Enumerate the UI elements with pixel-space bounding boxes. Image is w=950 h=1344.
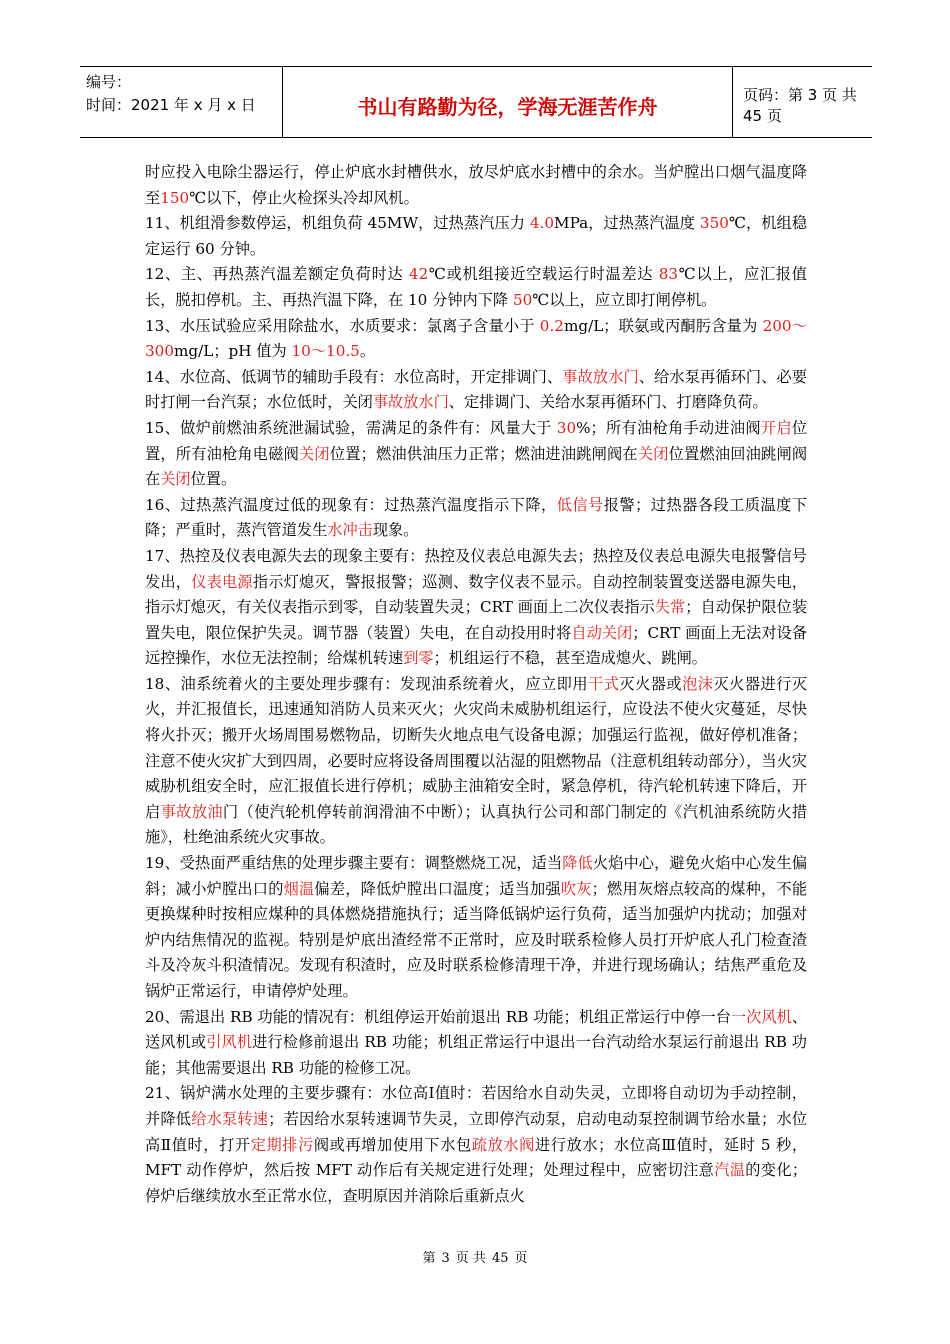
text-run: 进行放水；水位高Ⅲ值时，延时 5 秒，MFT 动作停炉，然后按 MFT 动作后有关规定进行处理；处理过程中，应密切注意 — [145, 1135, 808, 1180]
highlighted-text: 泡沫 — [682, 674, 714, 693]
paragraph — [145, 851, 807, 1005]
text-run: 17、热控及仪表电源失去的现象主要有：热控及仪表总电源失去；热控及仪表总电源失电报警信号发出， — [145, 546, 807, 591]
text-run: 11、机组滑参数停运，机组负荷 45MW，过热蒸汽压力 — [145, 214, 530, 233]
highlighted-text: 50 — [512, 290, 533, 309]
footer-total-pages: 45 — [491, 1251, 509, 1266]
text-run: ℃，机组稳定运行 60 分钟。 — [145, 214, 808, 258]
text-run: MPa，过热蒸汽温度 — [554, 214, 700, 233]
paragraph — [145, 160, 807, 211]
text-run: ℃以下，停止火检探头冷却风机。 — [189, 188, 419, 207]
highlighted-text: 引风机 — [206, 1033, 253, 1052]
highlighted-text: 一次风机 — [730, 1007, 792, 1026]
text-run: 20、需退出 RB 功能的情况有：机组停运开始前退出 RB 功能；机组正常运行中停一台 — [145, 1007, 731, 1026]
highlighted-text: 烟温 — [283, 879, 315, 898]
highlighted-text: 事故放水门 — [372, 393, 449, 412]
text-run: 阀或再增加使用下水包 — [313, 1135, 472, 1154]
text-run: 时应投入电除尘器运行，停止炉底水封槽供水，放尽炉底水封槽中的余水。当炉膛出口烟气温度降至 — [145, 163, 807, 207]
highlighted-text: 4.0 — [529, 214, 555, 233]
document-date: 时间：2021 年 x 月 x 日 — [86, 96, 256, 114]
highlighted-text: 开启 — [760, 418, 792, 437]
highlighted-text: 150 — [160, 188, 190, 207]
highlighted-text: 降低 — [562, 854, 593, 873]
text-run: 16、过热蒸汽温度过低的现象有：过热蒸汽温度指示下降， — [145, 495, 557, 514]
paragraph — [145, 672, 807, 851]
text-run: 灭火器或 — [619, 674, 683, 693]
text-run: 、给水泵再循环门、必要时打闸一台汽泵；水位低时，关闭 — [145, 367, 808, 412]
highlighted-text: 失常 — [654, 598, 686, 617]
highlighted-text: 到零 — [403, 649, 434, 668]
highlighted-text: 仪表电源 — [191, 572, 253, 591]
text-run: 火焰中心，避免火焰中心发生偏斜；减小炉膛出口的 — [145, 854, 808, 898]
highlighted-text: 0.2 — [539, 316, 564, 335]
highlighted-text: 定期排污 — [250, 1135, 314, 1154]
text-run: 15、做炉前燃油系统泄漏试验，需满足的条件有：风量大于 — [145, 418, 557, 437]
highlighted-text: 干式 — [588, 674, 620, 693]
highlighted-text: 给水泵转速 — [191, 1109, 269, 1128]
text-run: ；自动保护限位装置失电，限位保护失灵。调节器（装置）失电，在自动投用时将 — [145, 598, 808, 642]
text-run: 、送风机或 — [145, 1007, 808, 1052]
text-run: ；CRT 画面上无法对设备远控操作，水位无法控制；给煤机转速 — [145, 623, 807, 668]
text-run: 门（使汽轮机停转前润滑油不中断）；认真执行公司和部门制定的《汽机油系统防火措施》，杜绝油系统火灾事故。 — [145, 802, 808, 847]
paragraph — [145, 211, 807, 262]
text-run: ；机组运行不稳，甚至造成熄火、跳闸。 — [433, 649, 707, 668]
text-run: 进行检修前退出 RB 功能；机组正常运行中退出一台汽动给水泵运行前退出 RB 功能；其他需要退出 RB 功能的检修工况。 — [145, 1033, 807, 1077]
highlighted-text: 关闭 — [160, 470, 191, 489]
text-run: 指示灯熄灭，警报报警；巡测、数字仪表不显示。自动控制装置变送器电源失电，指示灯熄灭，有关仪表指示到零，自动装置失灵；CRT 画面上二次仪表指示 — [145, 572, 808, 617]
page-header — [80, 66, 872, 138]
highlighted-text: 事故放水门 — [562, 367, 639, 386]
text-run: 位置。 — [190, 470, 237, 489]
text-run: ℃以上，应立即打闸停机。 — [532, 290, 717, 309]
text-run: 19、受热面严重结焦的处理步骤主要有：调整燃烧工况，适当 — [145, 854, 563, 873]
paragraph — [145, 314, 807, 365]
paragraph — [145, 1081, 807, 1209]
text-run: 位置，所有油枪角电磁阀 — [145, 418, 808, 463]
text-run: 14、水位高、低调节的辅助手段有：水位高时，开定排调门、 — [145, 367, 563, 386]
text-run: 13、水压试验应采用除盐水，水质要求：氯离子含量小于 — [145, 316, 540, 335]
highlighted-text: 自动关闭 — [571, 623, 633, 642]
page-footer — [0, 1247, 950, 1266]
highlighted-text: 汽温 — [714, 1161, 746, 1180]
text-run: 12、主、再热蒸汽温差额定负荷时达 — [145, 265, 409, 284]
text-run: ；燃用灰熔点较高的煤种，不能更换煤种时按相应煤种的具体燃烧措施执行；适当降低锅炉运行负荷，适当加强炉内扰动；加强对炉内结焦情况的监视。特别是炉底出渣经常不正常时，应及时联系检修人员打开炉底人孔门检查渣斗及冷灰斗积渣情况。发现有积渣时，应及时联系检修清理干净，并进行现场确认；结焦严重危及锅炉正常运行，申请停炉处理。 — [145, 879, 808, 1000]
document-body — [145, 160, 807, 1209]
header-page-info: 页码：第 3 页 共 45 页 — [743, 86, 857, 125]
footer-page-number: 3 — [441, 1251, 450, 1266]
highlighted-text: 关闭 — [299, 444, 330, 463]
footer-suffix: 页 — [514, 1251, 528, 1266]
document-code-label: 编号： — [86, 73, 132, 91]
highlighted-text: 83 — [658, 265, 679, 284]
highlighted-text: 200～300 — [145, 316, 807, 361]
highlighted-text: 350 — [699, 214, 729, 233]
paragraph — [145, 493, 807, 544]
highlighted-text: 水冲击 — [327, 521, 373, 540]
text-run: 位置燃油回油跳闸阀在 — [145, 444, 808, 489]
highlighted-text: 30 — [556, 418, 577, 437]
text-run: ℃或机组接近空载运行时温差达 — [428, 265, 659, 284]
paragraph — [145, 262, 807, 313]
highlighted-text: 关闭 — [637, 444, 669, 463]
footer-mid: 页 共 — [455, 1251, 486, 1266]
text-run: mg/L；pH 值为 — [174, 342, 292, 361]
text-run: 21、锅炉满水处理的主要步骤有：水位高Ⅰ值时：若因给水自动失灵，立即将自动切为手动控制，并降低 — [145, 1084, 807, 1128]
text-run: mg/L；联氨或丙酮肟含量为 — [563, 316, 763, 335]
highlighted-text: 吹灰 — [560, 879, 592, 898]
text-run: ℃以上，应汇报值长，脱扣停机。主、再热汽温下降，在 10 分钟内下降 — [145, 265, 807, 309]
highlighted-text: 10～10.5 — [291, 342, 360, 361]
highlighted-text: 事故放油 — [160, 802, 223, 821]
text-run: 位置；燃油供油压力正常；燃油进油跳闸阀在 — [329, 444, 638, 463]
highlighted-text: 疏放水阀 — [471, 1135, 535, 1154]
highlighted-text: 低信号 — [556, 495, 604, 514]
text-run: 现象。 — [372, 521, 419, 540]
header-meta — [80, 67, 283, 137]
footer-prefix: 第 — [422, 1251, 436, 1266]
text-run: 偏差，降低炉膛出口温度；适当加强 — [314, 879, 561, 898]
paragraph — [145, 365, 807, 416]
text-run: 灭火器进行灭火，并汇报值长，迅速通知消防人员来灭火；火灾尚未威胁机组运行，应设法不使火灾蔓延，尽快将火扑灭；搬开火场周围易燃物品，切断失火地点电气设备电源；加强运行监视，做好停机准备；注意不使火灾扩大到四周，必要时应将设备周围覆以沾湿的阻燃物品（注意机组转动部分），当火灾威胁机组安全时，应汇报值长进行停机；威胁主油箱安全时，紧急停机，待汽轮机转速下降后，开启 — [145, 674, 808, 821]
paragraph — [145, 416, 807, 493]
text-run: 18、油系统着火的主要处理步骤有：发现油系统着火，应立即用 — [145, 674, 589, 693]
text-run: 。 — [359, 342, 376, 361]
paragraph — [145, 1005, 807, 1082]
text-run: ；若因给水泵转速调节失灵，立即停汽动泵，启动电动泵控制调节给水量；水位高Ⅱ值时，打开 — [145, 1109, 808, 1154]
highlighted-text: 42 — [408, 265, 429, 284]
paragraph — [145, 544, 807, 672]
text-run: 报警；过热器各段工质温度下降；严重时，蒸汽管道发生 — [145, 495, 808, 540]
text-run: %；所有油枪角手动进油阀 — [576, 418, 761, 437]
header-motto: 书山有路勤为径，学海无涯苦作舟 — [283, 67, 733, 137]
text-run: 、定排调门、关给水泵再循环门、打磨降负荷。 — [448, 393, 768, 412]
text-run: 的变化；停炉后继续放水至正常水位，查明原因并消除后重新点火 — [145, 1161, 808, 1205]
